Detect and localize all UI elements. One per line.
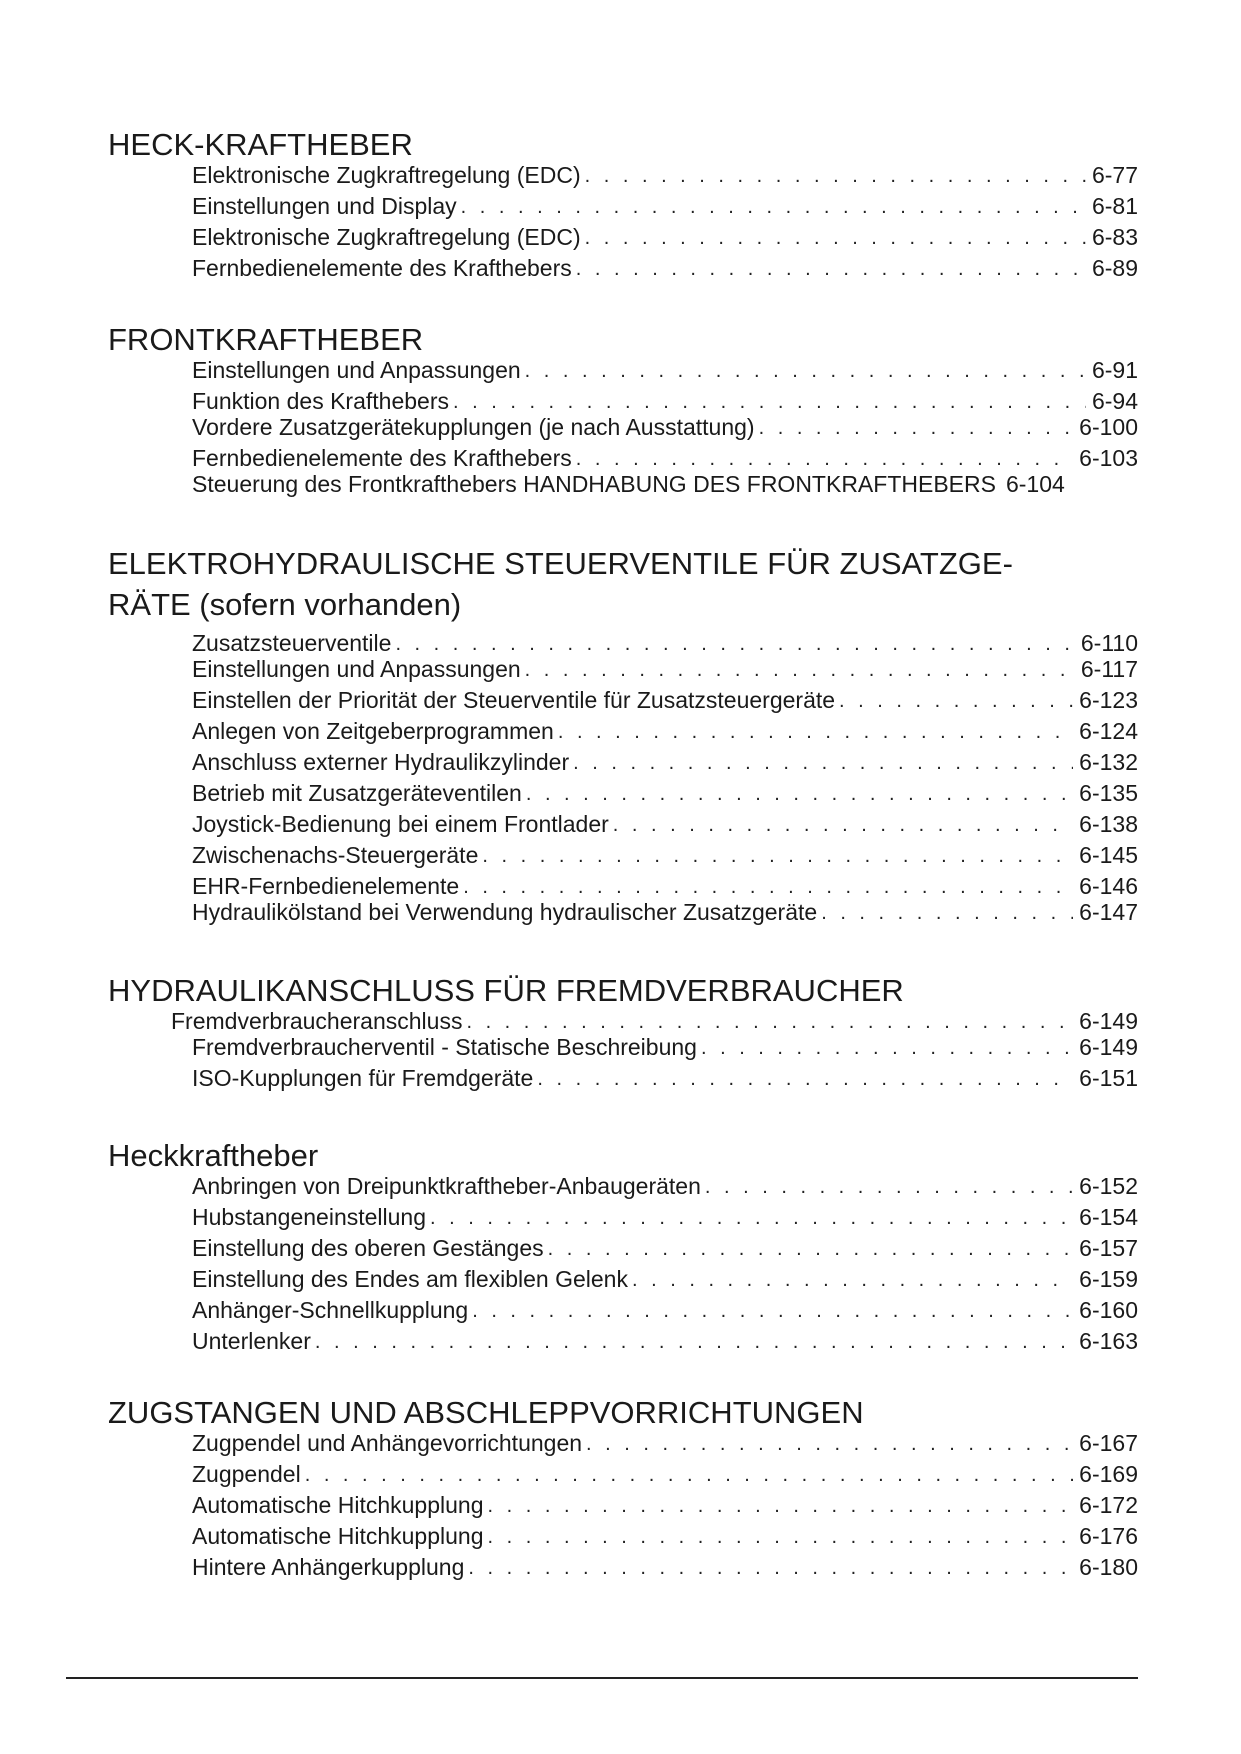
- section-heading: ELEKTROHYDRAULISCHE STEUERVENTILE FÜR ZUSATZGE-: [108, 546, 1013, 581]
- toc-entry[interactable]: [192, 654, 1138, 684]
- entry-title: Automatische Hitchkupplung: [192, 1523, 484, 1549]
- entry-page: 6-176: [1079, 1523, 1138, 1549]
- entry-page: 6-110: [1080, 630, 1138, 656]
- leader-dots: [548, 1235, 1074, 1263]
- entry-page: 6-123: [1079, 687, 1138, 713]
- entry-title: Anbringen von Dreipunktkraftheber-Anbaugeräten: [192, 1173, 701, 1199]
- entry-page: 6-138: [1079, 811, 1138, 837]
- entry-page: 6-146: [1079, 873, 1138, 899]
- entry-title: Fremdverbraucheranschluss: [171, 1008, 463, 1034]
- toc-entry[interactable]: [192, 716, 1138, 746]
- section-heading: ZUGSTANGEN UND ABSCHLEPPVORRICHTUNGEN: [108, 1395, 864, 1430]
- entry-title: Einstellung des Endes am flexiblen Gelenk: [192, 1266, 628, 1292]
- entry-page: 6-132: [1079, 749, 1138, 775]
- leader-dots: [315, 1328, 1073, 1356]
- entry-page: 6-103: [1079, 445, 1138, 471]
- leader-dots: [586, 1430, 1073, 1458]
- section-heading: HYDRAULIKANSCHLUSS FÜR FREMDVERBRAUCHER: [108, 973, 904, 1008]
- footer-rule: [66, 1677, 1138, 1679]
- entry-title: Automatische Hitchkupplung: [192, 1492, 484, 1518]
- toc-entry[interactable]: [192, 778, 1138, 808]
- leader-dots: [525, 656, 1075, 684]
- toc-entry[interactable]: [192, 222, 1138, 252]
- leader-dots: [468, 1554, 1073, 1582]
- toc-entry[interactable]: [192, 1171, 1138, 1201]
- entry-title: Zwischenachs-Steuergeräte: [192, 842, 479, 868]
- entry-page: 6-104: [1005, 471, 1065, 497]
- leader-dots: [430, 1204, 1073, 1232]
- leader-dots: [821, 899, 1073, 927]
- toc-entry[interactable]: [192, 1490, 1138, 1520]
- entry-page: 6-154: [1079, 1204, 1138, 1230]
- toc-entry[interactable]: [192, 897, 1138, 927]
- entry-title: Hintere Anhängerkupplung: [192, 1554, 465, 1580]
- entry-page: 6-157: [1079, 1235, 1138, 1261]
- entry-title: Anlegen von Zeitgeberprogrammen: [192, 718, 554, 744]
- entry-title: Zugpendel und Anhängevorrichtungen: [192, 1430, 583, 1456]
- toc-entry[interactable]: [192, 1063, 1138, 1093]
- entry-title: Elektronische Zugkraftregelung (EDC): [192, 162, 581, 188]
- leader-dots: [482, 842, 1073, 870]
- leader-dots: [613, 811, 1073, 839]
- entry-page: 6-149: [1079, 1034, 1138, 1060]
- section-heading: Heckkraftheber: [108, 1138, 319, 1173]
- entry-page: 6-94: [1091, 388, 1138, 414]
- entry-page: 6-91: [1091, 357, 1138, 383]
- toc-entry[interactable]: [192, 355, 1138, 385]
- toc-entry[interactable]: [192, 1552, 1138, 1582]
- entry-page: 6-145: [1079, 842, 1138, 868]
- toc-entry[interactable]: [192, 685, 1138, 715]
- leader-dots: [472, 1297, 1073, 1325]
- entry-title: Einstellung des oberen Gestänges: [192, 1235, 544, 1261]
- leader-dots: [526, 780, 1073, 808]
- toc-entry[interactable]: [192, 1233, 1138, 1263]
- entry-page: 6-160: [1079, 1297, 1138, 1323]
- toc-entry[interactable]: [192, 160, 1138, 190]
- entry-title: Fremdverbraucherventil - Statische Beschreibung: [192, 1034, 697, 1060]
- entry-title: Anschluss externer Hydraulikzylinder: [192, 749, 570, 775]
- entry-page: 6-89: [1091, 255, 1138, 281]
- leader-dots: [585, 224, 1086, 252]
- entry-page: 6-151: [1079, 1065, 1138, 1091]
- leader-dots: [576, 255, 1086, 283]
- entry-title: Fernbedienelemente des Krafthebers: [192, 445, 572, 471]
- toc-entry[interactable]: [192, 412, 1138, 442]
- entry-page: 6-77: [1091, 162, 1138, 188]
- leader-dots: [525, 357, 1086, 385]
- leader-dots: [488, 1523, 1074, 1551]
- toc-entry[interactable]: [192, 1295, 1138, 1325]
- entry-page: 6-124: [1079, 718, 1138, 744]
- leader-dots: [585, 162, 1086, 190]
- leader-dots: [305, 1461, 1073, 1489]
- leader-dots: [537, 1065, 1073, 1093]
- entry-page: 6-83: [1091, 224, 1138, 250]
- entry-title: Einstellungen und Anpassungen: [192, 656, 521, 682]
- section-heading: HECK-KRAFTHEBER: [108, 127, 413, 162]
- entry-title: Fernbedienelemente des Krafthebers: [192, 255, 572, 281]
- toc-entry[interactable]: [192, 253, 1138, 283]
- toc-entry[interactable]: [192, 1459, 1138, 1489]
- entry-page: 6-180: [1079, 1554, 1138, 1580]
- toc-entry[interactable]: [192, 1264, 1138, 1294]
- toc-entry[interactable]: [192, 191, 1138, 221]
- entry-title: Einstellungen und Anpassungen: [192, 357, 521, 383]
- leader-dots: [573, 749, 1073, 777]
- entry-page: 6-169: [1079, 1461, 1138, 1487]
- toc-entry[interactable]: [192, 1032, 1138, 1062]
- toc-entry[interactable]: [192, 809, 1138, 839]
- leader-dots: [705, 1173, 1073, 1201]
- toc-entry[interactable]: [192, 840, 1138, 870]
- leader-dots: [701, 1034, 1073, 1062]
- leader-dots: [839, 687, 1073, 715]
- entry-title: Anhänger-Schnellkupplung: [192, 1297, 469, 1323]
- entry-page: 6-163: [1079, 1328, 1138, 1354]
- entry-page: 6-172: [1079, 1492, 1138, 1518]
- entry-title: Einstellungen und Display: [192, 193, 457, 219]
- entry-title: Vordere Zusatzgerätekupplungen (je nach Ausstattung): [192, 414, 755, 440]
- entry-page: 6-167: [1079, 1430, 1138, 1456]
- section-heading-continued: RÄTE (sofern vorhanden): [108, 587, 462, 622]
- entry-page: 6-81: [1091, 193, 1138, 219]
- entry-title: Betrieb mit Zusatzgeräteventilen: [192, 780, 522, 806]
- entry-title: Unterlenker: [192, 1328, 311, 1354]
- entry-page: 6-152: [1079, 1173, 1138, 1199]
- leader-dots: [488, 1492, 1074, 1520]
- entry-title: Zusatzsteuerventile: [192, 630, 392, 656]
- entry-page: 6-117: [1080, 656, 1138, 682]
- leader-dots: [632, 1266, 1073, 1294]
- entry-title: Steuerung des Frontkrafthebers HANDHABUNG DES FRONTKRAFTHEBERS: [192, 471, 996, 497]
- entry-page: 6-149: [1079, 1008, 1138, 1034]
- entry-title: Einstellen der Priorität der Steuerventile für Zusatzsteuergeräte: [192, 687, 836, 713]
- leader-dots: [558, 718, 1073, 746]
- entry-title: ISO-Kupplungen für Fremdgeräte: [192, 1065, 534, 1091]
- entry-title: Joystick-Bedienung bei einem Frontlader: [192, 811, 609, 837]
- entry-page: 6-147: [1079, 899, 1138, 925]
- entry-title: Hydraulikölstand bei Verwendung hydraulischer Zusatzgeräte: [192, 899, 818, 925]
- entry-page: 6-100: [1079, 414, 1138, 440]
- entry-page: 6-135: [1079, 780, 1138, 806]
- entry-title: Hubstangeneinstellung: [192, 1204, 427, 1230]
- entry-title: Elektronische Zugkraftregelung (EDC): [192, 224, 581, 250]
- section-heading: FRONTKRAFTHEBER: [108, 322, 424, 357]
- leader-dots: [759, 414, 1074, 442]
- toc-entry[interactable]: [192, 747, 1138, 777]
- toc-entry[interactable]: [192, 1428, 1138, 1458]
- toc-entry[interactable]: [192, 469, 1138, 499]
- toc-entry[interactable]: [192, 1202, 1138, 1232]
- leader-dots: [461, 193, 1086, 221]
- toc-entry[interactable]: [192, 1326, 1138, 1356]
- entry-title: Zugpendel: [192, 1461, 301, 1487]
- toc-entry[interactable]: [192, 1521, 1138, 1551]
- entry-title: Funktion des Krafthebers: [192, 388, 449, 414]
- entry-title: EHR-Fernbedienelemente: [192, 873, 460, 899]
- entry-page: 6-159: [1079, 1266, 1138, 1292]
